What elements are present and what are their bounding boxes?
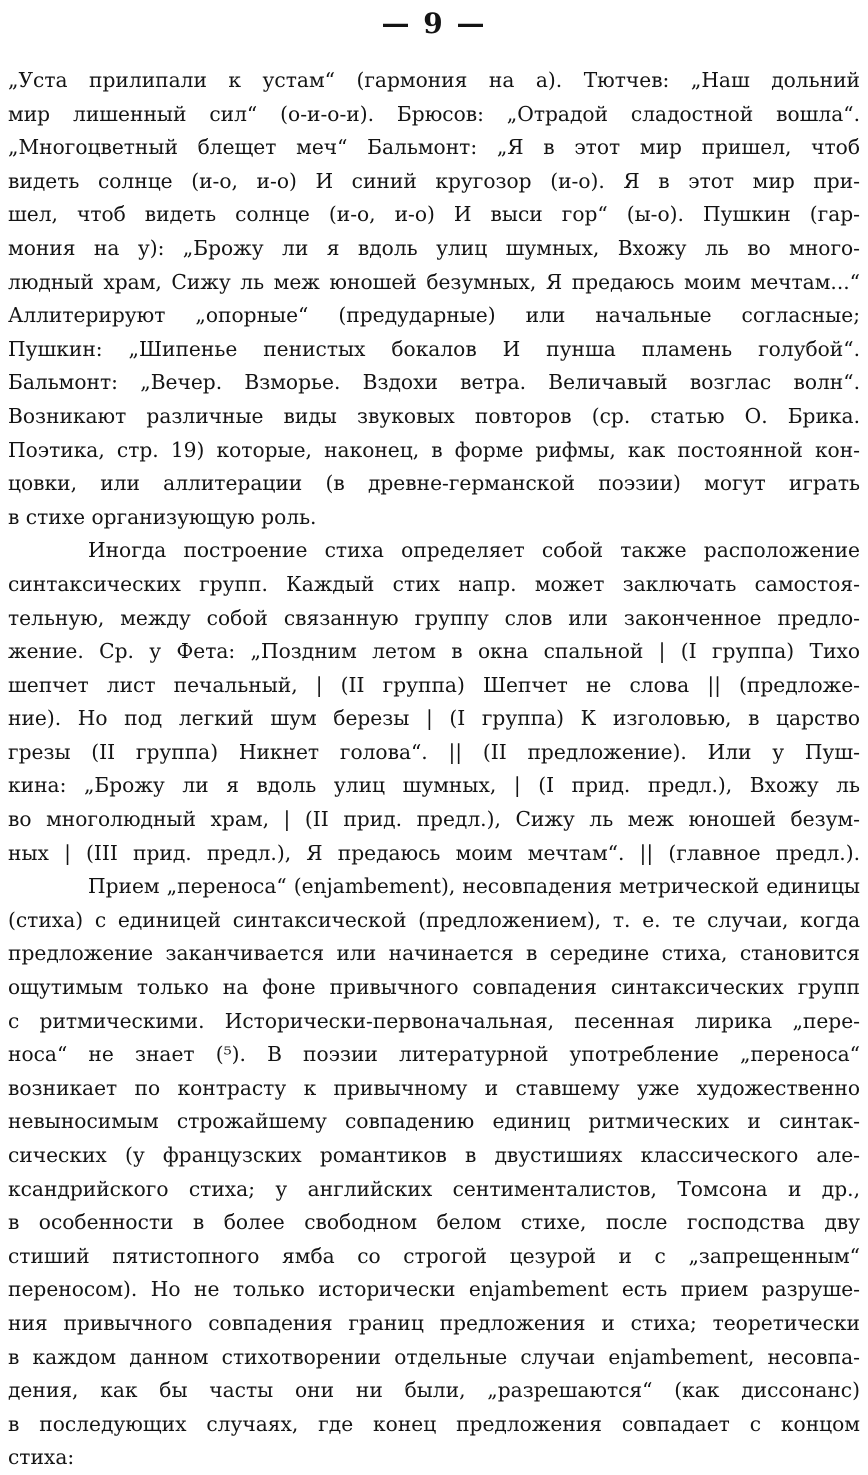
text-line: грезы (II группа) Никнет голова“. || (II предложение). Или у Пуш- [8, 739, 860, 764]
text-line: переносом). Но не только исторически enjambement есть прием разруше- [8, 1277, 860, 1302]
text-line: людный храм, Сижу ль меж юношей безумных, Я предаюсь моим мечтам...“ [8, 269, 860, 294]
text-line: тельную, между собой связанную группу слов или законченное предло- [8, 605, 860, 630]
text-line: Бальмонт: „Вечер. Взморье. Вздохи ветра. Величавый возглас волн“. [8, 370, 860, 395]
text-line: Пушкин: „Шипенье пенистых бокалов И пунша пламень голубой“. [8, 336, 860, 361]
text-line: цовки, или аллитерации (в древне-германской поэзии) могут играть [8, 471, 860, 496]
text-line: с ритмическими. Исторически-первоначальная, песенная лирика „пере- [8, 1008, 860, 1033]
text-line: ния привычного совпадения границ предложения и стиха; теоретически [8, 1310, 860, 1335]
text-line: носа“ не знает (⁵). В поэзии литературной употребление „переноса“ [8, 1042, 860, 1067]
text-line: Иногда построение стиха определяет собой также расположение [88, 538, 860, 563]
text-line: невыносимым строжайшему совпадению единиц ритмических и синтак- [8, 1109, 860, 1134]
text-line: возникает по контрасту к привычному и ставшему уже художественно [8, 1075, 860, 1100]
text-line: мония на у): „Брожу ли я вдоль улиц шумных, Вхожу ль во много- [8, 235, 860, 260]
text-line: в особенности в более свободном белом стихе, после господства дву [8, 1210, 860, 1235]
text-line: кина: „Брожу ли я вдоль улиц шумных, | (I прид. предл.), Вхожу ль [8, 773, 860, 798]
text-line: ние). Но под легкий шум березы | (I группа) К изголовью, в царство [8, 706, 860, 731]
text-line: стиший пятистопного ямба со строгой цезурой и с „запрещенным“ [8, 1243, 860, 1268]
text-line: предложение заканчивается или начинается в середине стиха, становится [8, 941, 860, 966]
text-line: Аллитерируют „опорные“ (предударные) или начальные согласные; [8, 303, 860, 328]
text-line: синтаксических групп. Каждый стих напр. может заключать самостоя- [8, 571, 860, 596]
text-line: в стихе организующую роль. [8, 504, 317, 529]
text-line: „Уста прилипали к устам“ (гармония на а). Тютчев: „Наш дольний [8, 68, 860, 92]
text-line: ных | (III прид. предл.), Я предаюсь моим мечтам“. || (главное предл.). [8, 840, 860, 865]
text-line: Поэтика, стр. 19) которые, наконец, в форме рифмы, как постоянной кон- [8, 437, 860, 462]
text-line: сических (у французских романтиков в двустишиях классического але- [8, 1143, 860, 1167]
text-line: шел, чтоб видеть солнце (и-о, и-о) И выси гор“ (ы-о). Пушкин (гар- [8, 202, 860, 227]
text-line: Возникают различные виды звуковых повторов (ср. статью О. Брика. [8, 403, 860, 428]
text-line: дения, как бы часты они ни были, „разрешаются“ (как диссонанс) [8, 1378, 860, 1403]
text-line: стиха: [8, 1445, 75, 1470]
text-line: видеть солнце (и-о, и-о) И синий кругозор (и-о). Я в этот мир при- [8, 168, 860, 193]
text-line: в последующих случаях, где конец предложения совпадает с концом [8, 1411, 860, 1436]
body-text [8, 64, 860, 1475]
text-line: Прием „переноса“ (enjambement), несовпадения метрической единицы [88, 874, 860, 899]
text-line: шепчет лист печальный, | (II группа) Шепчет не слова || (предложе- [8, 672, 860, 697]
text-line: мир лишенный сил“ (о-и-о-и). Брюсов: „Отрадой сладостной вошла“. [8, 101, 860, 126]
text-line: во многолюдный храм, | (II прид. предл.), Сижу ль меж юношей безум- [8, 807, 860, 832]
text-line: ощутимым только на фоне привычного совпадения синтаксических групп [8, 975, 860, 1000]
text-line: ксандрийского стиха; у английских сентименталистов, Томсона и др., [8, 1176, 860, 1201]
text-line: „Многоцветный блещет меч“ Бальмонт: „Я в этот мир пришел, чтоб [8, 135, 860, 160]
text-line: в каждом данном стихотворении отдельные случаи enjambement, несовпа- [8, 1344, 860, 1369]
text-line: (стиха) с единицей синтаксической (предложением), т. е. те случаи, когда [8, 907, 860, 932]
page-number: — 9 — [381, 7, 487, 40]
text-line: жение. Ср. у Фета: „Поздним летом в окна спальной | (I группа) Тихо [8, 639, 860, 664]
